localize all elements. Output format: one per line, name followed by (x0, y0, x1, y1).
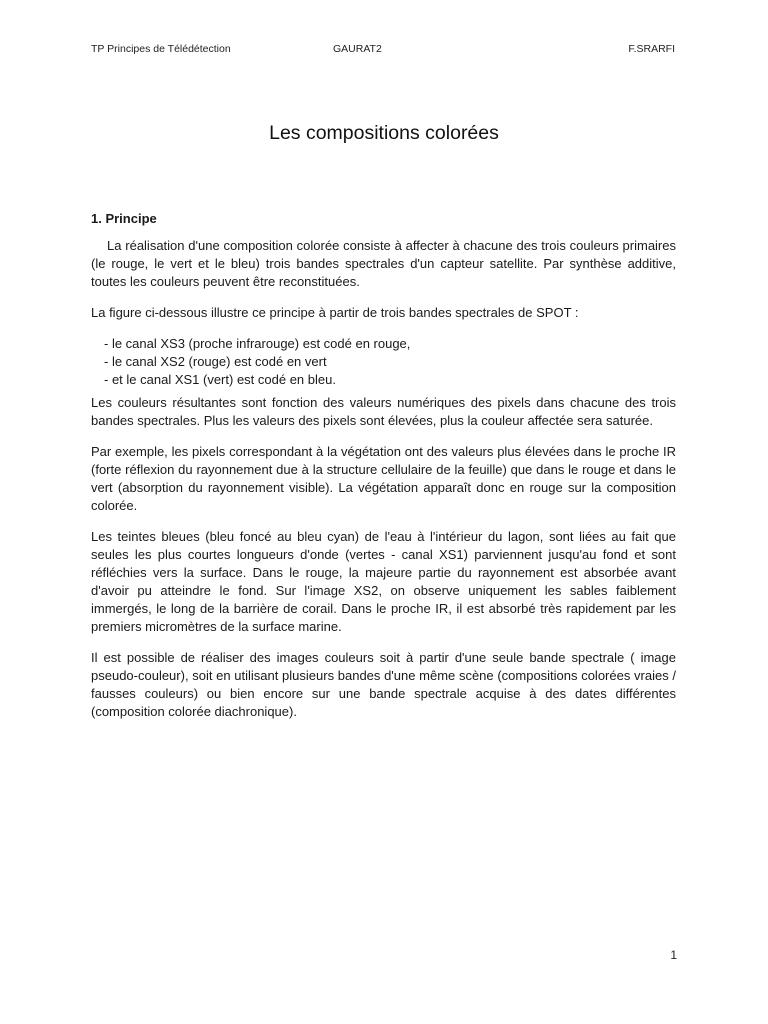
list-item: - et le canal XS1 (vert) est codé en bleu. (104, 372, 336, 387)
paragraph-intro: La réalisation d'une composition colorée consiste à affecter à chacune des trois couleurs primaires (le rouge, le vert et le bleu) trois bandes spectrales d'un capteur satellite. Par synthèse additive, toutes les couleurs peuvent être reconstituées. (91, 238, 676, 289)
paragraph-water: Les teintes bleues (bleu foncé au bleu cyan) de l'eau à l'intérieur du lagon, sont liées au fait que seules les plus courtes longueurs d'onde (vertes - canal XS1) parviennent jusqu'au fond et sont réfléchies vers la surface. Dans le rouge, la majeure partie du rayonnement est absorbée avant d'avoir pu atteindre le fond. Sur l'image XS2, on observe uniquement les sables faiblement immergés, le long de la barrière de corail. Dans le proche IR, il est absorbé très rapidement par les premiers micromètres de la surface marine. (91, 529, 676, 634)
paragraph-image-types: Il est possible de réaliser des images couleurs soit à partir d'une seule bande spectrale ( image pseudo-couleur), soit en utilisant plusieurs bandes d'une même scène (compositions colorées vraies / fausses couleurs) ou bien encore sur une bande spectrale acquise à des dates différentes (composition colorée diachronique). (91, 650, 676, 719)
document-title: Les compositions colorées (269, 122, 499, 144)
header-course-title: TP Principes de Télédétection (91, 43, 231, 55)
header-author: F.SRARFI (628, 43, 675, 55)
section-heading: 1. Principe (91, 211, 157, 226)
list-item: - le canal XS3 (proche infrarouge) est codé en rouge, (104, 336, 411, 351)
paragraph-resulting-colors: Les couleurs résultantes sont fonction des valeurs numériques des pixels dans chacune des trois bandes spectrales. Plus les valeurs des pixels sont élevées, plus la couleur affectée sera saturée. (91, 395, 676, 428)
document-body (91, 210, 676, 734)
page-header (91, 43, 675, 59)
paragraph-vegetation: Par exemple, les pixels correspondant à la végétation ont des valeurs plus élevées dans le proche IR (forte réflexion du rayonnement due à la structure cellulaire de la feuille) que dans le rouge et dans le vert (absorption du rayonnement visible). La végétation apparaît donc en rouge sur la composition colorée. (91, 444, 676, 513)
header-group-code: GAURAT2 (333, 43, 382, 55)
paragraph-figure-intro: La figure ci-dessous illustre ce principe à partir de trois bandes spectrales de SPOT : (91, 305, 579, 320)
list-item: - le canal XS2 (rouge) est codé en vert (104, 354, 327, 369)
page-number: 1 (670, 948, 677, 962)
channel-list (91, 335, 676, 389)
